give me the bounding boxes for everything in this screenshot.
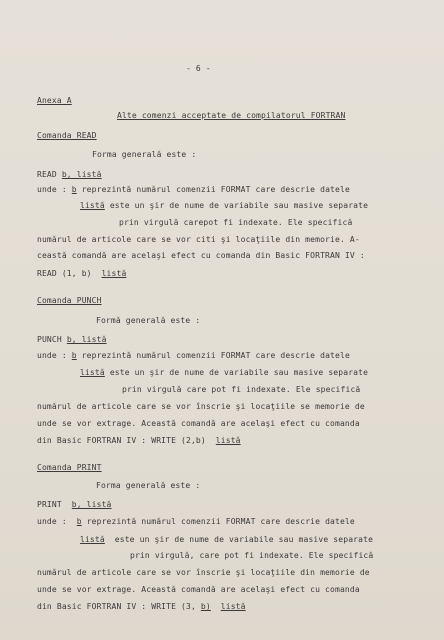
unde-label: unde : xyxy=(37,351,67,360)
syntax-cmd: PUNCH xyxy=(37,335,62,344)
b-description: reprezintă numărul comenzii FORMAT care descrie datele xyxy=(86,517,355,526)
unde-label: unde : xyxy=(37,517,67,526)
general-form-read: Forma generală este : xyxy=(92,150,197,159)
lista-description-cont: prin virgulă care pot fi indexate. Ele specifică xyxy=(122,385,361,394)
b-term: b xyxy=(76,517,82,526)
syntax-print xyxy=(37,500,112,510)
body-text-line: numărul de articole care se vor înscrie şi locaţiile din memorie de xyxy=(37,568,370,577)
body-text-line: unde se vor extrage. Această comandă are acelaşi efect cu comanda xyxy=(37,419,360,428)
syntax-cmd: READ xyxy=(37,170,57,179)
equivalent-cmd: READ (1, b) xyxy=(37,269,92,278)
lista-description-cont: prin virgulă, care pot fi indexate. Ele specifică xyxy=(130,551,374,560)
lista-description-cont: prin virgulă carepot fi indexate. Ele specifică xyxy=(119,218,353,227)
b-definition-punch xyxy=(37,351,350,361)
general-form-punch: Formă generală este : xyxy=(96,316,201,325)
section-title-read: Comanda READ xyxy=(37,131,97,140)
body-text-line: unde se vor extrage. Această comandă are acelaşi efect cu comanda xyxy=(37,585,360,594)
syntax-args: b, listă xyxy=(66,335,107,344)
equivalent-print xyxy=(37,602,246,612)
section-title-print: Comanda PRINT xyxy=(37,463,102,472)
equivalent-list: listă xyxy=(101,269,127,278)
lista-description: este un şir de nume de variabile sau masive separate xyxy=(109,201,369,210)
b-definition-read xyxy=(37,185,350,195)
b-definition-print xyxy=(37,517,355,527)
body-text-line: numărul de articole care se vor înscrie şi locaţiile se memorie de xyxy=(37,402,365,411)
general-form-print: Forma generală este : xyxy=(96,481,201,490)
annex-label: Anexa A xyxy=(37,96,72,105)
lista-definition-punch xyxy=(80,368,368,378)
b-term: b xyxy=(71,351,77,360)
b-description: reprezintă numărul comenzii FORMAT care descrie datele xyxy=(81,185,350,194)
syntax-read xyxy=(37,170,102,180)
syntax-args: b, listă xyxy=(61,170,102,179)
syntax-punch xyxy=(37,335,107,345)
lista-term: listă xyxy=(80,368,105,377)
section-title-punch: Comanda PUNCH xyxy=(37,296,102,305)
lista-definition-read xyxy=(80,201,368,211)
equivalent-list: listă xyxy=(220,602,246,611)
lista-description: este un şir de nume de variabile sau masive separate xyxy=(114,535,374,544)
equivalent-cmd: din Basic FORTRAN IV : WRITE (2,b) xyxy=(37,436,206,445)
page-number: - 6 - xyxy=(186,64,211,73)
annex-heading: Alte comenzi acceptate de compilatorul FORTRAN xyxy=(117,111,346,120)
body-text-line: ceastă comandă are acelaşi efect cu comanda din Basic FORTRAN IV : xyxy=(37,251,365,260)
equivalent-list: listă xyxy=(215,436,241,445)
lista-term: listă xyxy=(80,535,105,544)
lista-definition-print xyxy=(80,535,373,545)
body-text-line: numărul de articole care se vor citi şi locaţiile din memorie. A- xyxy=(37,235,360,244)
equivalent-punch xyxy=(37,436,241,446)
lista-description: este un şir de nume de variabile sau masive separate xyxy=(109,368,369,377)
lista-term: listă xyxy=(80,201,105,210)
b-term: b xyxy=(71,185,77,194)
b-description: reprezintă numărul comenzii FORMAT care descrie datele xyxy=(81,351,350,360)
syntax-cmd: PRINT xyxy=(37,500,62,509)
unde-label: unde : xyxy=(37,185,67,194)
syntax-args: b, listă xyxy=(71,500,112,509)
equivalent-read xyxy=(37,269,126,279)
equivalent-b: b) xyxy=(200,602,211,611)
equivalent-cmd: din Basic FORTRAN IV : WRITE (3, xyxy=(37,602,196,611)
